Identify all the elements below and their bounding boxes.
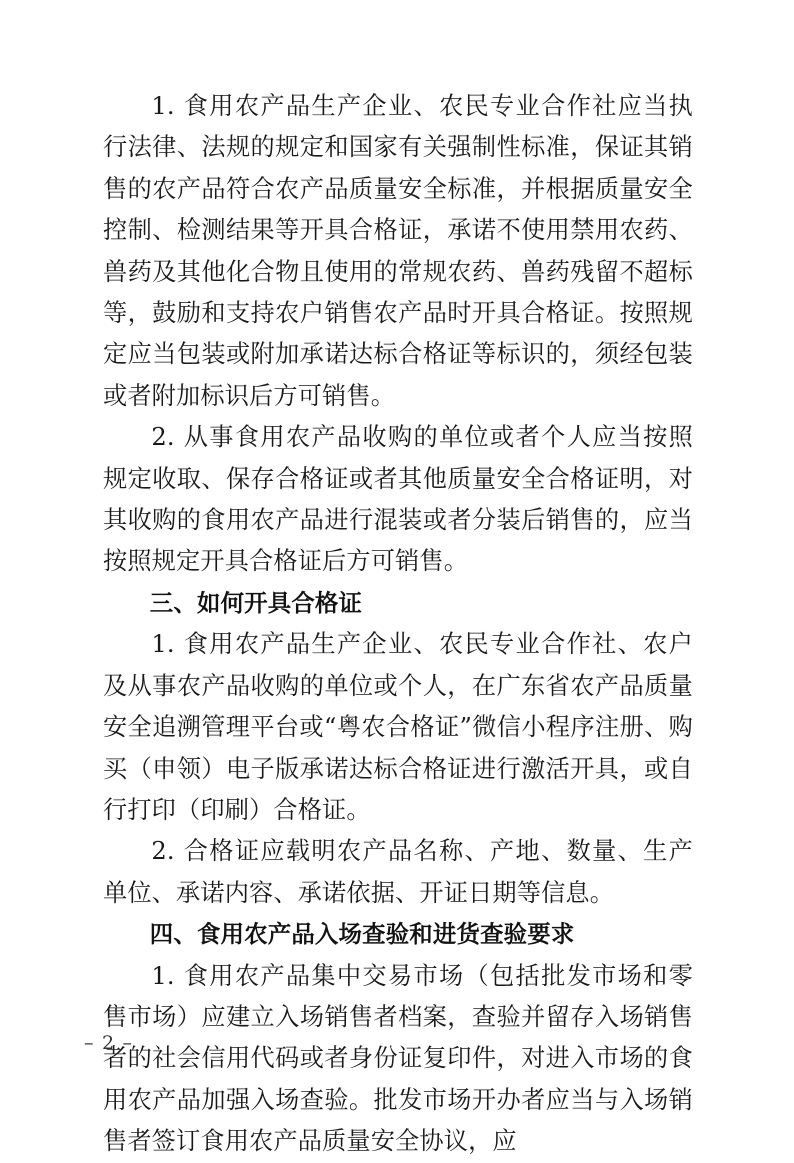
paragraph-section4-item1: 1. 食用农产品集中交易市场（包括批发市场和零售市场）应建立入场销售者档案，查验并留存入场销售者的社会信用代码或者身份证复印件，对进入市场的食用农产品加强入场查验。批发市场开办者应当与入场销售者签订食用农产品质量安全协议，应 <box>103 961 693 1156</box>
paragraph-section3-item2: 2. 合格证应载明农产品名称、产地、数量、生产单位、承诺内容、承诺依据、开证日期等信息。 <box>103 837 693 907</box>
paragraph-section2-item1: 1. 食用农产品生产企业、农民专业合作社应当执行法律、法规的规定和国家有关强制性标准，保证其销售的农产品符合农产品质量安全标准，并根据质量安全控制、检测结果等开具合格证，承诺不使用禁用农药、兽药及其他化合物且使用的常规农药、兽药残留不超标等，鼓励和支持农户销售农产品时开具合格证。按照规定应当包装或附加承诺达标合格证等标识的，须经包装或者附加标识后方可销售。 <box>103 92 693 410</box>
heading-section-three: 三、如何开具合格证 <box>149 588 363 617</box>
page-number: – 2 – <box>84 1032 134 1054</box>
heading-section-four: 四、食用农产品入场查验和进货查验要求 <box>149 920 575 949</box>
paragraph-section3-item1: 1. 食用农产品生产企业、农民专业合作社、农户及从事农产品收购的单位或个人，在广东省农产品质量安全追溯管理平台或“粤农合格证”微信小程序注册、购买（申领）电子版承诺达标合格证进行激活开具，或自行打印（印刷）合格证。 <box>103 630 693 824</box>
document-body <box>103 86 693 1163</box>
paragraph-section2-item2: 2. 从事食用农产品收购的单位或者个人应当按照规定收取、保存合格证或者其他质量安全合格证明，对其收购的食用农产品进行混装或者分装后销售的，应当按照规定开具合格证后方可销售。 <box>103 423 693 576</box>
